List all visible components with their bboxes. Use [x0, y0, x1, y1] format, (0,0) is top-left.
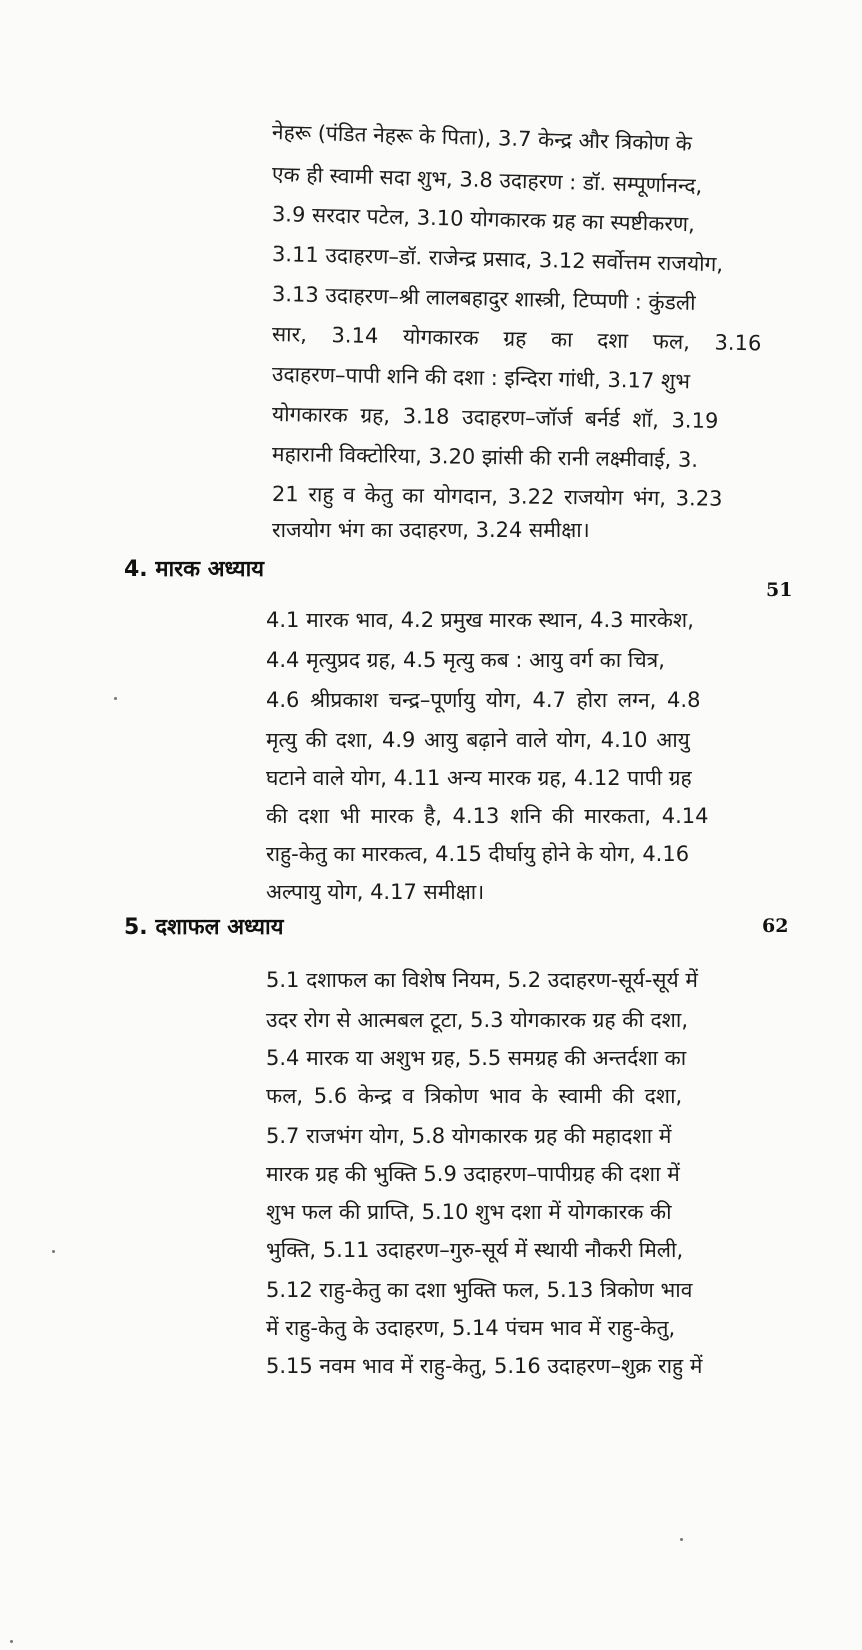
scan-speck: [52, 1250, 55, 1253]
toc-line: मारक ग्रह की भुक्ति 5.9 उदाहरण–पापीग्रह की दशा में: [266, 1162, 680, 1186]
toc-line: में राहु-केतु के उदाहरण, 5.14 पंचम भाव में राहु-केतु,: [266, 1316, 676, 1340]
toc-line: 4.6 श्रीप्रकाश चन्द्र–पूर्णायु योग, 4.7 होरा लग्न, 4.8: [266, 688, 701, 712]
toc-line: फल, 5.6 केन्द्र व त्रिकोण भाव के स्वामी की दशा,: [266, 1084, 683, 1108]
toc-line: सार, 3.14 योगकारक ग्रह का दशा फल, 3.16: [271, 322, 762, 356]
toc-line: नेहरू (पंडित नेहरू के पिता), 3.7 केन्द्र और त्रिकोण के: [271, 120, 693, 156]
scan-speck: [680, 1538, 683, 1541]
toc-line: 5.15 नवम भाव में राहु-केतु, 5.16 उदाहरण–शुक्र राहु में: [266, 1354, 703, 1378]
toc-line: मृत्यु की दशा, 4.9 आयु बढ़ाने वाले योग, 4.10 आयु: [266, 728, 690, 752]
toc-line: उदाहरण–पापी शनि की दशा : इन्दिरा गांधी, 3.17 शुभ: [271, 362, 691, 394]
toc-line: शुभ फल की प्राप्ति, 5.10 शुभ दशा में योगकारक की: [266, 1200, 672, 1224]
toc-line: 5.4 मारक या अशुभ ग्रह, 5.5 समग्रह की अन्तर्दशा का: [266, 1046, 687, 1070]
toc-line: 3.11 उदाहरण–डॉ. राजेन्द्र प्रसाद, 3.12 सर्वोत्तम राजयोग,: [271, 242, 724, 277]
page-number-51: 51: [766, 579, 793, 601]
toc-line: महारानी विक्टोरिया, 3.20 झांसी की रानी लक्ष्मीवाई, 3.: [271, 442, 699, 472]
toc-line: राहु-केतु का मारकत्व, 4.15 दीर्घायु होने के योग, 4.16: [266, 842, 690, 866]
toc-line: योगकारक ग्रह, 3.18 उदाहरण–जॉर्ज बर्नर्ड शॉ, 3.19: [271, 402, 719, 434]
page-number-62: 62: [762, 915, 789, 937]
toc-line: भुक्ति, 5.11 उदाहरण–गुरु-सूर्य में स्थायी नौकरी मिली,: [266, 1238, 684, 1262]
toc-line: 3.9 सरदार पटेल, 3.10 योगकारक ग्रह का स्पष्टीकरण,: [271, 202, 696, 237]
toc-line: की दशा भी मारक है, 4.13 शनि की मारकता, 4.14: [266, 804, 709, 828]
toc-line: 4.4 मृत्युप्रद ग्रह, 4.5 मृत्यु कब : आयु वर्ग का चित्र,: [266, 648, 665, 672]
toc-line: राजयोग भंग का उदाहरण, 3.24 समीक्षा।: [272, 518, 590, 542]
toc-line: अल्पायु योग, 4.17 समीक्षा।: [266, 880, 485, 904]
toc-line: 4.1 मारक भाव, 4.2 प्रमुख मारक स्थान, 4.3 मारकेश,: [266, 608, 694, 632]
toc-line: घटाने वाले योग, 4.11 अन्य मारक ग्रह, 4.12 पापी ग्रह: [266, 766, 692, 790]
toc-line: 21 राहु व केतु का योगदान, 3.22 राजयोग भंग, 3.23: [271, 482, 723, 511]
chapter-heading-4: 4. मारक अध्याय: [124, 557, 265, 582]
toc-line: 3.13 उदाहरण–श्री लालबहादुर शास्त्री, टिप्पणी : कुंडली: [271, 282, 696, 315]
scan-speck: [114, 697, 117, 700]
toc-line: 5.1 दशाफल का विशेष नियम, 5.2 उदाहरण-सूर्य-सूर्य में: [266, 968, 698, 992]
toc-line: एक ही स्वामी सदा शुभ, 3.8 उदाहरण : डॉ. सम्पूर्णानन्द,: [271, 162, 703, 199]
chapter-heading-5: 5. दशाफल अध्याय: [124, 915, 284, 940]
toc-line: उदर रोग से आत्मबल टूटा, 5.3 योगकारक ग्रह की दशा,: [266, 1008, 689, 1032]
toc-line: 5.7 राजभंग योग, 5.8 योगकारक ग्रह की महादशा में: [266, 1124, 672, 1148]
toc-line: 5.12 राहु-केतु का दशा भुक्ति फल, 5.13 त्रिकोण भाव: [266, 1278, 693, 1302]
scan-speck: [10, 1640, 13, 1643]
